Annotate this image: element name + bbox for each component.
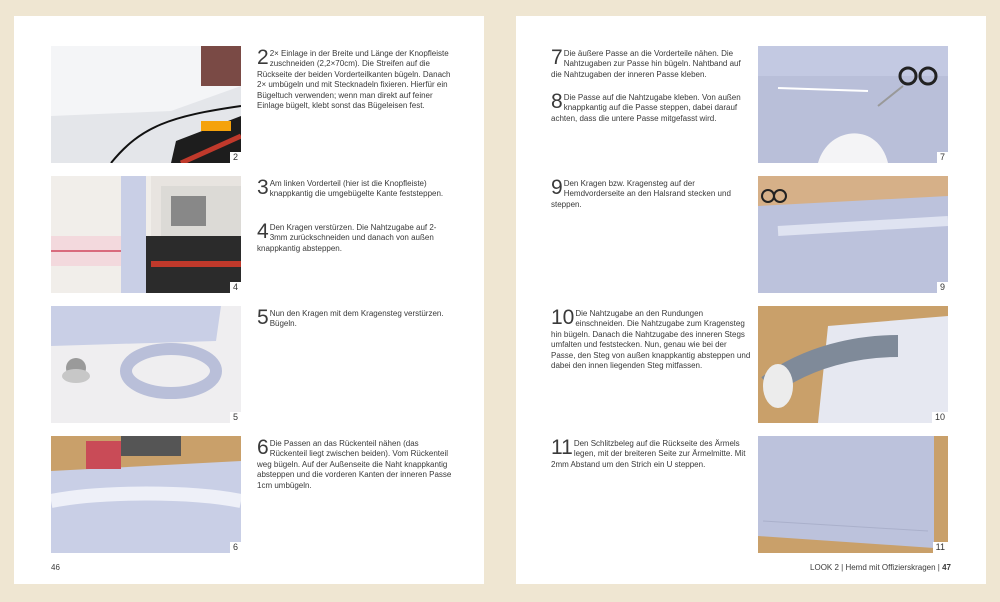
step-text: Den Kragen bzw. Kragensteg auf der Hemdvorderseite an den Halsrand stecken und steppen. bbox=[551, 179, 731, 209]
step-number: 10 bbox=[551, 306, 575, 329]
collar-photo bbox=[51, 306, 241, 423]
right-page bbox=[516, 16, 986, 584]
step-7 bbox=[551, 46, 751, 80]
step-number: 6 bbox=[257, 436, 269, 459]
step-number: 9 bbox=[551, 176, 563, 199]
step-3 bbox=[257, 176, 453, 200]
running-head bbox=[810, 563, 951, 572]
step-text: Nun den Kragen mit dem Kragensteg verstürzen. Bügeln. bbox=[269, 309, 444, 329]
step-11 bbox=[551, 436, 751, 470]
step-2 bbox=[257, 46, 453, 111]
photo-number: 9 bbox=[937, 282, 948, 293]
step-text: 2× Einlage in der Breite und Länge der Knopfleiste zuschneiden (2,2×70cm). Die Streifen auf die Rückseite der beiden Vorderteilkanten bügeln. Danach 2× umbügeln und mit Stecknadeln fixieren. Hierfür ein Bügeltuch verwenden; wenn man direkt auf feiner Einlage bügelt, klebt sonst das Bügeleisen fest. bbox=[257, 49, 451, 111]
step-text: Die Passen an das Rückenteil nähen (das Rückenteil liegt zwischen beiden). Vom Rückenteil weg bügeln. Auf der Außenseite die Naht knappkantig absteppen und die vorderen Kanten der inneren Passe 1cm umbügeln. bbox=[257, 439, 452, 490]
photo-number: 2 bbox=[230, 152, 241, 163]
back-yoke-photo bbox=[51, 436, 241, 553]
page-number-left: 46 bbox=[51, 563, 60, 572]
iron-on-interfacing-photo bbox=[51, 46, 241, 163]
yoke-scissors-photo bbox=[758, 46, 948, 163]
step-number: 7 bbox=[551, 46, 563, 69]
step-photo-7 bbox=[758, 46, 948, 163]
running-head-title: LOOK 2 | Hemd mit Offizierskragen | bbox=[810, 563, 940, 572]
step-photo-6 bbox=[51, 436, 241, 553]
step-photo-4 bbox=[51, 176, 241, 293]
step-4 bbox=[257, 220, 453, 254]
photo-number: 6 bbox=[230, 542, 241, 553]
sleeve-placket-photo bbox=[758, 436, 948, 553]
step-photo-10 bbox=[758, 306, 948, 423]
step-5 bbox=[257, 306, 453, 330]
shirt-knee-photo bbox=[758, 306, 948, 423]
step-number: 11 bbox=[551, 436, 573, 459]
step-photo-11 bbox=[758, 436, 948, 553]
step-9 bbox=[551, 176, 751, 210]
photo-number: 10 bbox=[932, 412, 948, 423]
step-photo-5 bbox=[51, 306, 241, 423]
collar-pinned-photo bbox=[758, 176, 948, 293]
photo-number: 5 bbox=[230, 412, 241, 423]
step-10 bbox=[551, 306, 751, 371]
step-photo-9 bbox=[758, 176, 948, 293]
step-photo-2 bbox=[51, 46, 241, 163]
step-text: Die Nahtzugabe an den Rundungen einschneiden. Die Nahtzugabe zum Kragensteg hin bügeln. Danach die Nahtzugabe des inneren Stegs umfalten und feststecken. Nun, genau wie bei der Passe, den Steg von außen knappkantig absteppen und dabei den innen liegenden Steg mitfassen. bbox=[551, 309, 751, 371]
sewing-machine-photo bbox=[51, 176, 241, 293]
photo-number: 11 bbox=[933, 542, 948, 553]
step-number: 8 bbox=[551, 90, 563, 113]
step-text: Den Schlitzbeleg auf die Rückseite des Ärmels legen, mit der breiteren Seite zur Ärmelmitte. Mit 2mm Abstand um den Strich ein U steppen. bbox=[551, 439, 746, 469]
step-text: Die Passe auf die Nahtzugabe kleben. Von außen knappkantig auf die Passe steppen, dabei darauf achten, dass die untere Passe mitgefasst wird. bbox=[551, 93, 741, 123]
step-6 bbox=[257, 436, 453, 491]
page-number-right: 47 bbox=[942, 563, 951, 572]
step-number: 2 bbox=[257, 46, 269, 69]
step-number: 5 bbox=[257, 306, 269, 329]
left-page bbox=[14, 16, 484, 584]
step-number: 4 bbox=[257, 220, 269, 243]
step-text: Am linken Vorderteil (hier ist die Knopfleiste) knappkantig die umgebügelte Kante feststeppen. bbox=[269, 179, 444, 199]
photo-number: 7 bbox=[937, 152, 948, 163]
step-8 bbox=[551, 90, 751, 124]
step-text: Den Kragen verstürzen. Die Nahtzugabe auf 2-3mm zurückschneiden und danach von außen knappkantig absteppen. bbox=[257, 223, 437, 253]
photo-number: 4 bbox=[230, 282, 241, 293]
step-text: Die äußere Passe an die Vorderteile nähen. Die Nahtzugaben zur Passe hin bügeln. Nahtband auf die Nahtzugaben der inneren Passe kleben. bbox=[551, 49, 741, 79]
step-number: 3 bbox=[257, 176, 269, 199]
